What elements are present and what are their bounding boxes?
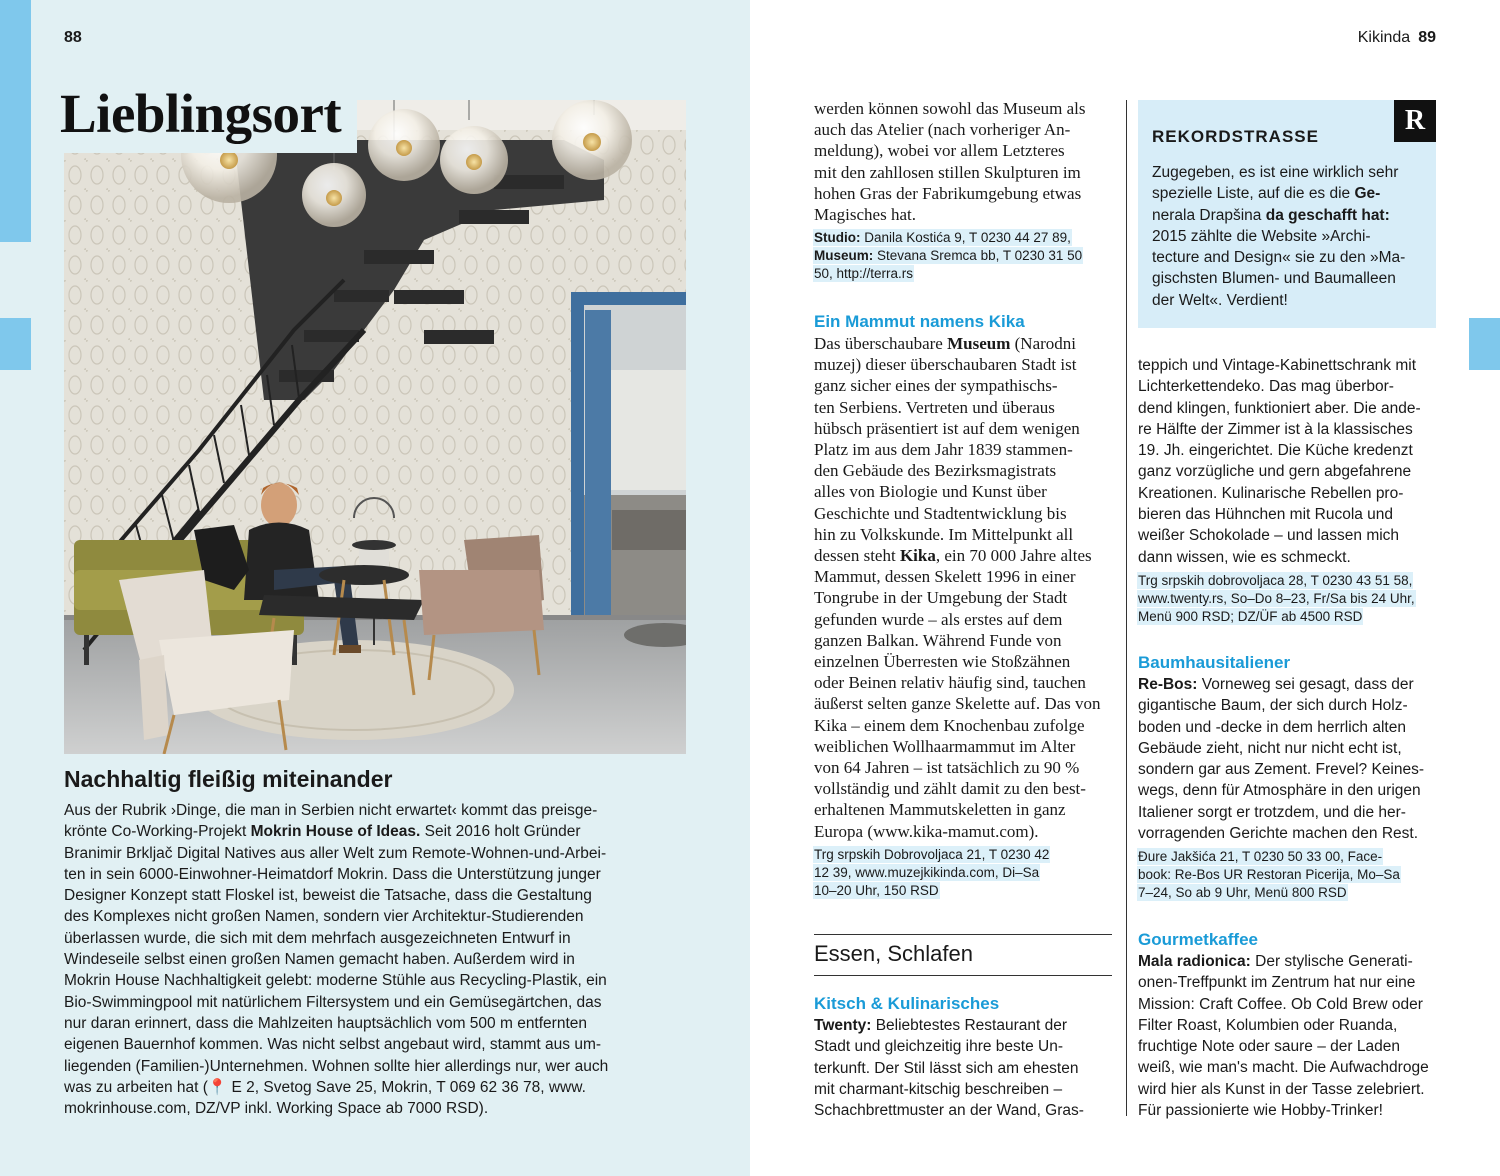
text-line: Mammut, dessen Skelett 1996 in einer — [814, 567, 1076, 587]
text-line: 12 39, www.muzejkikinda.com, Di–Sa — [814, 864, 1040, 880]
running-head-title: Kikinda — [1357, 29, 1411, 46]
text-line: hübsch präsentiert ist auf dem wenigen — [814, 418, 1080, 438]
heading-kitsch: Kitsch & Kulinarisches — [814, 994, 1000, 1013]
text-line: terkunft. Der Stil lässt sich am ehesten — [814, 1059, 1079, 1077]
article-body — [64, 800, 654, 1119]
text-line: 7–24, So ab 9 Uhr, Menü 800 RSD — [1138, 885, 1347, 901]
text-line: re Hälfte der Zimmer ist à la klassisches — [1138, 420, 1413, 438]
text-line: Das überschaubare Museum (Narodni — [814, 334, 1077, 353]
text-line: mit charmant-kitschig beschreiben – — [814, 1080, 1063, 1098]
record-badge: R — [1394, 100, 1436, 142]
text-line: boden und -decke in dem herrlich alten — [1138, 718, 1406, 736]
interior-photo — [64, 100, 686, 754]
text-line: vorragenden Gerichte machen den Rest. — [1138, 825, 1419, 843]
text-line: hohen Gras der Fabrikumgebung etwas — [814, 183, 1082, 203]
text-line: mokrinhouse.com, DZ/VP inkl. Working Space ab 7000 RSD). — [64, 1100, 489, 1118]
text-line: überlassen wurde, die sich mit dem mehrfach ausgezeichneten Entwurf in — [64, 929, 571, 947]
text-line: wird hier als Kunst in der Tasse zelebriert. — [1138, 1080, 1425, 1098]
column-2-rebos — [1138, 652, 1436, 902]
text-line: ganzen Balkan. Während Funde von — [814, 630, 1062, 650]
text-line: 50, http://terra.rs — [814, 266, 914, 282]
text-line: Branimir Brkljač Digital Natives aus aller Welt zum Remote-Wohnen-und-Arbei- — [64, 844, 607, 862]
rekordstrasse-box — [1138, 100, 1436, 328]
column-1-twenty — [814, 993, 1112, 1121]
text-line: weiblichen Wollhaarmammut im Alter — [814, 736, 1076, 756]
text-line: Aus der Rubrik ›Dinge, die man in Serbien nicht erwartet‹ kommt das preisge- — [64, 802, 598, 819]
text-line: Menü 900 RSD; DZ/ÜF ab 4500 RSD — [1138, 608, 1363, 624]
text-line: Zugegeben, es ist eine wirklich sehr — [1152, 164, 1399, 181]
text-line: Schachbrettmuster an der Wand, Gras- — [814, 1102, 1084, 1120]
thumb-tab-top — [0, 0, 31, 242]
running-head — [1358, 29, 1436, 47]
text-line: eigenen Bauernhof kommen. Was nicht selbst angebaut wird, stammt aus um- — [64, 1036, 602, 1054]
text-line: Filter Roast, Kolumbien oder Ruanda, — [1138, 1016, 1398, 1034]
text-line: vollständig und zählt damit zu den best- — [814, 779, 1086, 799]
article-headline: Nachhaltig fleißig miteinander — [64, 766, 393, 792]
twenty-info — [1138, 572, 1436, 626]
text-line: alles von Biologie und Kunst über — [814, 482, 1047, 502]
coffee-paragraph — [1138, 951, 1436, 1121]
mammut-paragraph — [814, 333, 1112, 842]
box-text — [1152, 162, 1432, 311]
text-line: meldung), wobei vor allem Letzteres — [814, 141, 1065, 161]
text-line: weißer Schokolade – und lassen mich — [1138, 527, 1400, 545]
title-box — [54, 82, 357, 153]
text-line: onen-Treffpunkt im Zentrum hat nur eine — [1138, 974, 1416, 992]
text-line: Trg srpskih dobrovoljaca 28, T 0230 43 51 58, — [1138, 572, 1413, 588]
column-1-mammut — [814, 311, 1112, 900]
text-line: spezielle Liste, auf die es die Ge- — [1152, 185, 1381, 203]
text-line: Museum: Stevana Sremca bb, T 0230 31 50 — [814, 248, 1083, 264]
text-line: krönte Co-Working-Projekt Mokrin House of Ideas. Seit 2016 holt Gründer — [64, 823, 581, 841]
text-line: 2015 zählte die Website »Archi- — [1152, 227, 1371, 245]
text-line: www.twenty.rs, So–Do 8–23, Fr/Sa bis 24 Uhr, — [1138, 590, 1415, 606]
twenty-paragraph — [814, 1015, 1112, 1121]
text-line: Gebäude zieht, nicht nur nicht echt ist, — [1138, 739, 1402, 757]
text-line: der Welt«. Verdient! — [1152, 291, 1288, 309]
heading-gourmetkaffee: Gourmetkaffee — [1138, 930, 1258, 949]
text-line: gefunden wurde – als erstes auf dem — [814, 609, 1063, 629]
text-line: dann wissen, wie es schmeckt. — [1138, 548, 1351, 566]
text-line: von 64 Jahren – ist tatsächlich zu 90 % — [814, 758, 1080, 778]
text-line: einzelnen Überresten wie Stoßzähnen — [814, 652, 1071, 672]
text-line: Trg srpskih Dobrovoljaca 21, T 0230 42 — [814, 846, 1050, 862]
heading-baumhaus: Baumhausitaliener — [1138, 653, 1291, 672]
column-1-top — [814, 98, 1112, 283]
thumb-tab-middle — [0, 318, 31, 370]
text-line: muzej) dieser überschaubaren Stadt ist — [814, 355, 1077, 375]
text-line: nur daran erinnert, dass die Mahlzeiten hauptsächlich vom 500 m entfernten — [64, 1014, 587, 1032]
text-line: ganz vorzügliche und gern abgefahrene — [1138, 463, 1412, 481]
museum-paragraph — [814, 98, 1112, 225]
text-line: Windeseile selbst einen großen Namen gemacht haben. Außerdem wird in — [64, 951, 575, 969]
text-line: gischsten Blumen- und Baumalleen — [1152, 270, 1396, 288]
text-line: oder Beinen relativ häufig sind, tauchen — [814, 673, 1086, 693]
text-line: Bio-Swimmingpool mit natürlichem Filtersystem und ein Gemüsegärtchen, das — [64, 993, 602, 1011]
column-2-coffee — [1138, 929, 1436, 1121]
page-title: Lieblingsort — [60, 83, 342, 144]
text-line: liegenden (Familien-)Unternehmen. Wohnen sollte hier allerdings nur, wer auch — [64, 1057, 609, 1075]
text-line: 10–20 Uhr, 150 RSD — [814, 882, 939, 898]
museum-info — [814, 846, 1112, 900]
text-line: Kika – einem dem Knochenbau zufolge — [814, 715, 1085, 735]
section-essen-schlafen — [814, 934, 1112, 976]
text-line: gigantische Baum, der sich durch Holz- — [1138, 697, 1408, 715]
text-line: weiß, wie man's macht. Die Aufwachdroge — [1138, 1059, 1429, 1077]
section-rule-bottom — [814, 975, 1112, 976]
text-line: hin zu Volkskunde. Im Mittelpunkt all — [814, 524, 1074, 544]
text-line: dessen steht Kika, ein 70 000 Jahre altes — [814, 546, 1092, 566]
box-title: REKORDSTRASSE — [1152, 127, 1319, 146]
text-line: auch das Atelier (nach vorheriger An- — [814, 120, 1071, 140]
text-line: Lichterkettendeko. Das mag überbor- — [1138, 378, 1394, 396]
text-line: tecture and Design« sie zu den »Ma- — [1152, 249, 1406, 267]
text-line: Mala radionica: Der stylische Generati- — [1138, 953, 1413, 970]
text-line: mit den zahllosen stillen Skulpturen im — [814, 162, 1081, 182]
text-line: Stadt und gleichzeitig ihre beste Un- — [814, 1038, 1064, 1056]
text-line: 19. Jh. eingerichtet. Die Küche kredenzt — [1138, 442, 1413, 460]
text-line: den Gebäude des Bezirksmagistrats — [814, 461, 1057, 481]
text-line: fruchtige Note oder saure – der Laden — [1138, 1038, 1400, 1056]
text-line: Für passionierte wie Hobby-Trinker! — [1138, 1102, 1383, 1120]
text-line: erhaltenen Mammutskeletten in ganz — [814, 800, 1066, 820]
studio-museum-info — [814, 229, 1112, 283]
column-2-twenty — [1138, 355, 1436, 626]
text-line: bieren das Hühnchen mit Rucola und — [1138, 506, 1394, 524]
text-line: Twenty: Beliebtestes Restaurant der — [814, 1017, 1067, 1034]
text-line: Studio: Danila Kostića 9, T 0230 44 27 89, — [814, 230, 1071, 246]
text-line: Kreationen. Kulinarische Rebellen pro- — [1138, 484, 1404, 502]
text-line: Platz im aus dem Jahr 1839 stammen- — [814, 440, 1073, 460]
page-number-right: 89 — [1418, 29, 1436, 46]
column-divider — [1126, 100, 1127, 1116]
text-line: teppich und Vintage-Kabinettschrank mit — [1138, 357, 1417, 374]
text-line: book: Re-Bos UR Restoran Picerija, Mo–Sa — [1138, 867, 1400, 883]
text-line: Europa (www.kika-mamut.com). — [814, 821, 1039, 841]
page-number-left: 88 — [64, 29, 82, 46]
text-line: ganz sicher eines der sympathischs- — [814, 376, 1058, 396]
text-line: Re-Bos: Vorneweg sei gesagt, dass der — [1138, 676, 1414, 693]
thumb-tab-right — [1469, 318, 1500, 370]
text-line: Magisches hat. — [814, 205, 916, 225]
text-line: Designer Konzept statt Floskel ist, beweist die Tatsache, dass die Gestaltung — [64, 887, 592, 905]
text-line: Mokrin House Nachhaltigkeit gelebt: moderne Stühle aus Recycling-Plastik, ein — [64, 972, 607, 990]
text-line: nerala Drapšina da geschafft hat: — [1152, 206, 1390, 224]
text-line: Đure Jakšića 21, T 0230 50 33 00, Face- — [1138, 849, 1383, 865]
rebos-paragraph — [1138, 674, 1436, 844]
text-line: was zu arbeiten hat (📍 E 2, Svetog Save 25, Mokrin, T 069 62 36 78, www. — [64, 1078, 586, 1096]
heading-mammut: Ein Mammut namens Kika — [814, 312, 1025, 331]
text-line: sondern gar aus Zement. Frevel? Keines- — [1138, 761, 1425, 779]
twenty-continued — [1138, 355, 1436, 568]
text-line: ten Serbiens. Vertreten und überaus — [814, 397, 1055, 417]
text-line: dend klingen, funktioniert aber. Die ande- — [1138, 399, 1421, 417]
text-line: Geschichte und Stadtentwicklung bis — [814, 503, 1067, 523]
text-line: äußerst selten ganze Skelette auf. Das von — [814, 694, 1101, 714]
text-line: Tongrube in der Umgebung der Stadt — [814, 588, 1068, 608]
text-line: Mission: Craft Coffee. Ob Cold Brew oder — [1138, 995, 1423, 1013]
rebos-info — [1138, 848, 1436, 902]
text-line: ten in sein 6000-Einwohner-Heimatdorf Mokrin. Dass die Unterstützung junger — [64, 865, 601, 883]
text-line: Italiener sorgt er trotzdem, und die her- — [1138, 803, 1406, 821]
text-line: werden können sowohl das Museum als — [814, 99, 1086, 118]
text-line: des Komplexes nicht großen Namen, sondern vier Architektur-Studierenden — [64, 908, 584, 926]
text-line: wegs, denn für Atmosphäre in den urigen — [1138, 782, 1421, 800]
section-title: Essen, Schlafen — [814, 941, 973, 966]
